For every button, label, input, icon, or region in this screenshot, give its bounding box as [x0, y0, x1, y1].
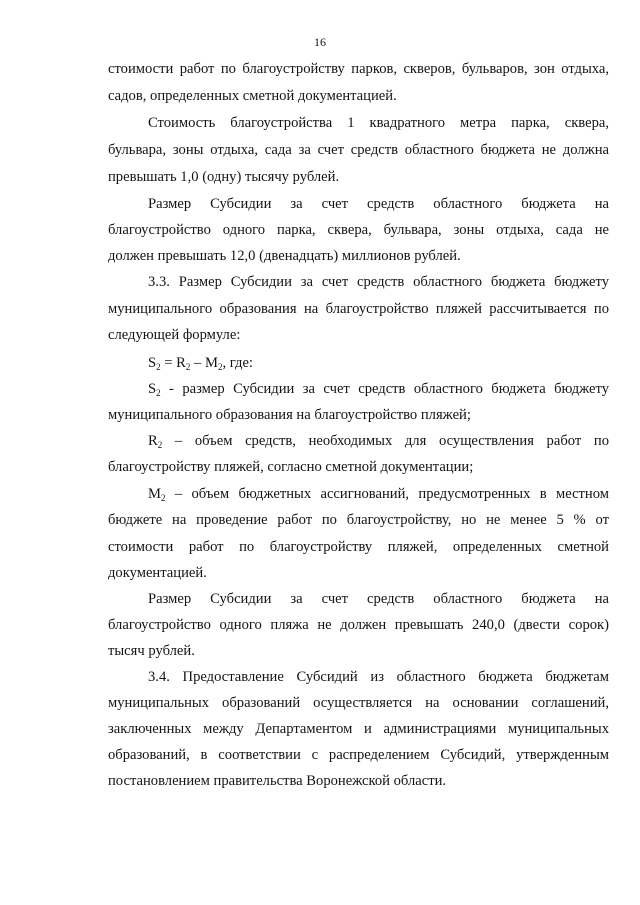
text-line: 3.4. Предоставление Субсидий из областного бюджета бюджетам [148, 669, 609, 685]
definition-text: – объем средств, необходимых для осуществления работ по [162, 433, 609, 449]
definition-text: - размер Субсидии за счет средств областного бюджета бюджету [160, 381, 609, 397]
text-line: благоустройство одного пляжа не должен превышать 240,0 (двести сорок) [108, 617, 609, 633]
text-line: должен превышать 12,0 (двенадцать) миллионов рублей. [108, 248, 461, 264]
text-line: Размер Субсидии за счет средств областного бюджета на [148, 196, 609, 212]
formula-variable: S [148, 355, 157, 371]
text-line: превышать 1,0 (одну) тысячу рублей. [108, 169, 340, 185]
text-line: бульвара, зоны отдыха, сада за счет средств областного бюджета не должна [108, 142, 609, 158]
text-line: муниципального образования на благоустройство пляжей рассчитывается по [108, 301, 609, 317]
text-line: садов, определенных сметной документацией. [108, 88, 397, 104]
text-line: Размер Субсидии за счет средств областного бюджета на [148, 591, 609, 607]
formula-subscript: 2 [185, 362, 191, 372]
formula-part: – M [190, 355, 218, 371]
definition-line [148, 487, 609, 502]
definition-line [148, 434, 609, 449]
definition-term: $S_2$ [148, 381, 161, 398]
text-line: заключенных между Департаментом и администрациями муниципальных [108, 721, 609, 737]
formula-part: , где: [222, 355, 253, 371]
text-line: образований, в соответствии с распределением Субсидий, утвержденным [108, 747, 609, 763]
definition-term: $R_2$ [148, 433, 163, 450]
text-line: Стоимость благоустройства 1 квадратного метра парка, сквера, [148, 115, 609, 131]
text-line: бюджете на проведение работ по благоустройству, но не менее 5 % от [108, 512, 609, 528]
formula-part: = R [160, 355, 186, 371]
text-line: стоимости работ по благоустройству пляжей, определенных сметной [108, 539, 609, 555]
page-number: 16 [314, 35, 326, 49]
definition-line [148, 382, 609, 397]
text-line: постановлением правительства Воронежской области. [108, 773, 447, 789]
text-line: благоустройство одного парка, сквера, бульвара, зоны отдыха, сада не [108, 222, 609, 238]
text-line: стоимости работ по благоустройству парков, скверов, бульваров, зон отдыха, [108, 61, 609, 77]
formula-line [148, 356, 609, 371]
formula-subscript: 2 [156, 362, 161, 372]
text-line: следующей формуле: [108, 327, 241, 343]
definition-term: $M_2$ [148, 486, 166, 503]
text-line: документацией. [108, 565, 207, 581]
text-line: муниципального образования на благоустройство пляжей; [108, 407, 471, 423]
text-line: муниципальных образований осуществляется на основании соглашений, [108, 695, 609, 711]
text-line: тысяч рублей. [108, 643, 195, 659]
text-line: 3.3. Размер Субсидии за счет средств областного бюджета бюджету [148, 274, 609, 290]
text-line: благоустройству пляжей, согласно сметной документации; [108, 459, 474, 475]
definition-text: – объем бюджетных ассигнований, предусмотренных в местном [165, 486, 609, 502]
formula-subscript: 2 [217, 362, 223, 372]
